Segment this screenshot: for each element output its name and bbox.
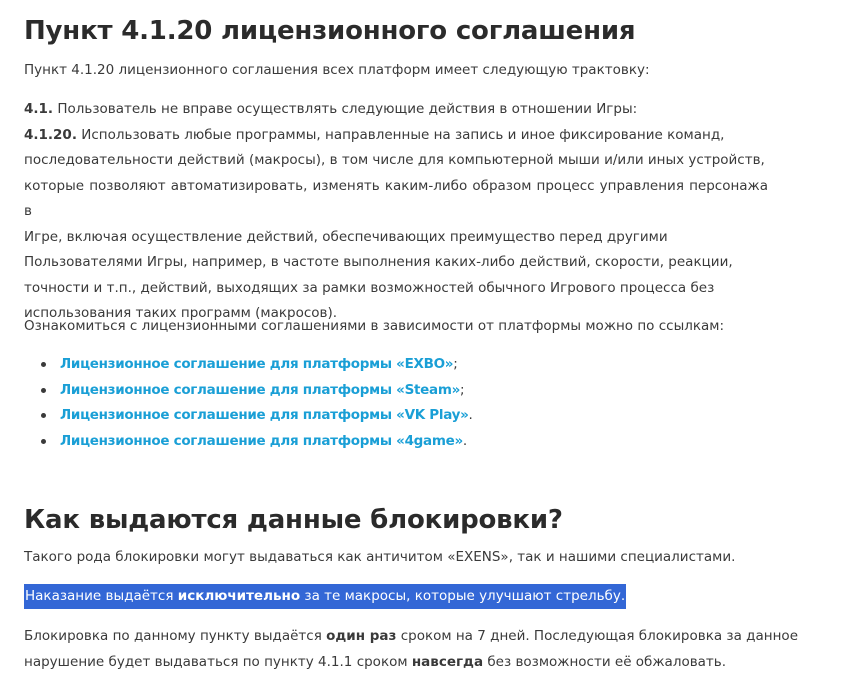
clause-text[interactable] bbox=[24, 97, 768, 327]
final-line2-bold: навсегда bbox=[411, 653, 484, 670]
list-item bbox=[24, 429, 473, 455]
rule-4120-text-line: Игре, включая осуществление действий, обеспечивающих преимущество перед другими bbox=[24, 228, 668, 245]
bullet-icon bbox=[41, 439, 46, 444]
highlight-text-bold: исключительно bbox=[177, 588, 301, 604]
section-title-bans: Как выдаются данные блокировки? bbox=[24, 505, 563, 535]
rule-41-number: 4.1. bbox=[24, 101, 54, 117]
highlight-text-pre: Наказание выдаётся bbox=[25, 588, 178, 604]
link-license-steam[interactable]: Лицензионное соглашение для платформы «Steam» bbox=[60, 381, 461, 398]
bans-description[interactable]: Такого рода блокировки могут выдаваться как античитом «EXENS», так и нашими специалистами. bbox=[24, 549, 736, 565]
list-item bbox=[24, 403, 473, 429]
rule-4120-text-line: последовательности действий (макросы), в том числе для компьютерной мыши и/или иных устройств, bbox=[24, 152, 765, 168]
rule-4120-number: 4.1.20. bbox=[24, 126, 77, 143]
highlight-text-post: за те макросы, которые улучшают стрельбу. bbox=[300, 588, 626, 604]
link-suffix: . bbox=[468, 407, 473, 423]
clause-intro[interactable]: Пункт 4.1.20 лицензионного соглашения всех платформ имеет следующую трактовку: bbox=[24, 62, 650, 78]
rule-41-line bbox=[24, 97, 768, 123]
links-intro[interactable]: Ознакомиться с лицензионными соглашениями в зависимости от платформы можно по ссылкам: bbox=[24, 318, 725, 334]
link-suffix: . bbox=[462, 432, 468, 449]
rule-4120-text-line: Пользователями Игры, например, в частоте выполнения каких-либо действий, скорости, реакции, bbox=[24, 254, 733, 270]
rule-4120-text-line: точности и т.п., действий, выходящих за рамки возможностей обычного Игрового процесса без bbox=[24, 279, 715, 296]
final-line2-pre: нарушение будет выдаваться по пункту 4.1.1 сроком bbox=[24, 653, 412, 670]
rule-4120-text-line: использования таких программ (макросов). bbox=[24, 305, 338, 321]
link-license-vkplay[interactable]: Лицензионное соглашение для платформы «VK Play» bbox=[60, 407, 469, 423]
ban-duration-line bbox=[24, 624, 798, 650]
list-item bbox=[24, 378, 473, 404]
link-suffix: ; bbox=[453, 356, 458, 372]
selected-text-highlight[interactable] bbox=[24, 584, 626, 609]
final-line1-bold: один раз bbox=[326, 628, 397, 644]
link-suffix: ; bbox=[460, 381, 465, 398]
bullet-icon bbox=[41, 413, 46, 418]
final-line1-pre: Блокировка по данному пункту выдаётся bbox=[24, 628, 327, 644]
final-line1-post: сроком на 7 дней. Последующая блокировка за данное bbox=[396, 628, 798, 644]
license-links-list bbox=[24, 352, 473, 454]
section-title-clause: Пункт 4.1.20 лицензионного соглашения bbox=[24, 16, 636, 46]
ban-duration-line bbox=[24, 650, 784, 676]
bullet-icon bbox=[41, 362, 46, 367]
ban-duration-text[interactable] bbox=[24, 624, 798, 675]
list-item bbox=[24, 352, 473, 378]
rule-4120-line bbox=[24, 123, 768, 149]
rule-41-text: Пользователь не вправе осуществлять следующие действия в отношении Игры: bbox=[53, 101, 638, 117]
final-line2-post: без возможности её обжаловать. bbox=[483, 653, 727, 670]
link-license-4game[interactable]: Лицензионное соглашение для платформы «4game» bbox=[60, 432, 463, 449]
bullet-icon bbox=[41, 388, 46, 393]
link-license-exbo[interactable]: Лицензионное соглашение для платформы «EXBO» bbox=[60, 356, 454, 372]
rule-4120-text-line: Использовать любые программы, направленные на запись и иное фиксирование команд, bbox=[76, 126, 725, 143]
rule-4120-text-line: которые позволяют автоматизировать, изменять каким-либо образом процесс управления персонажа в bbox=[24, 177, 768, 219]
